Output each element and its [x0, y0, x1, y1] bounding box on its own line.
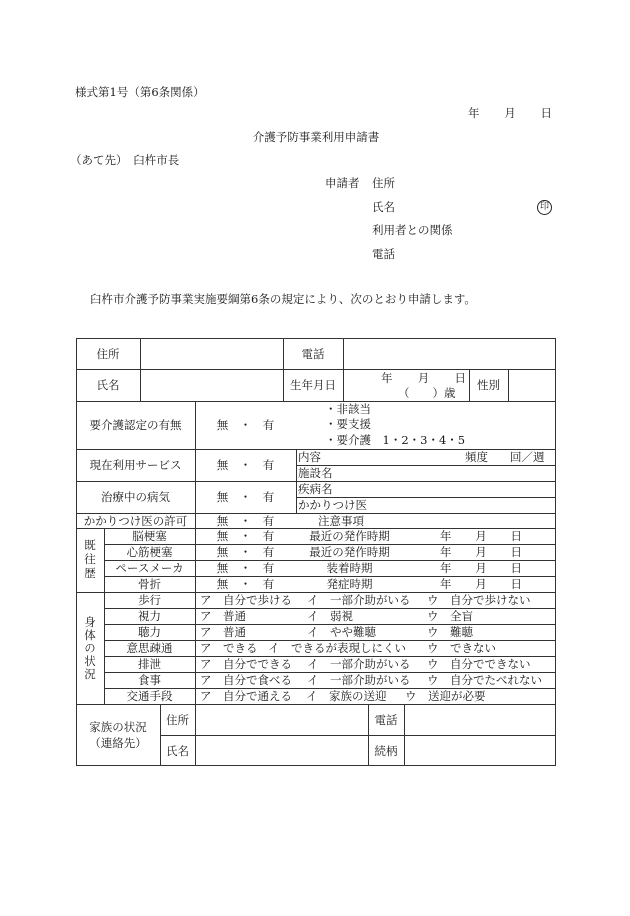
history-year-unit: 年: [440, 577, 452, 591]
doctor-permission-choice: 無 ・ 有: [216, 513, 275, 528]
condition-option-a: ア 普通: [200, 609, 246, 623]
history-date: [440, 528, 522, 544]
condition-option-c: ウ 難聴: [427, 625, 473, 639]
history-item: 心筋梗塞: [126, 545, 173, 559]
family-phone-entry: [405, 704, 556, 735]
disease-name-label: 疾病名: [298, 482, 333, 496]
user-address-entry: [141, 338, 283, 369]
condition-option-b: イ 一部介助がいる: [307, 593, 411, 607]
condition-option-b: イ やや難聴: [307, 625, 376, 639]
user-name-entry: [141, 370, 283, 401]
submission-date: [468, 105, 552, 121]
history-choice: 無 ・ 有: [216, 529, 275, 543]
user-phone-entry: [344, 338, 556, 369]
history-item: 骨折: [138, 577, 161, 591]
history-day-unit: 日: [510, 545, 522, 559]
history-year-unit: 年: [440, 545, 452, 559]
birth-year-unit: 年: [381, 371, 393, 385]
seal-mark: 印: [537, 200, 552, 215]
notes-label: 注意事項: [318, 513, 364, 528]
history-choice: 無 ・ 有: [216, 561, 275, 575]
application-statement: 臼杵市介護予防事業実施要綱第6条の規定により、次のとおり申請します。: [90, 292, 476, 306]
history-timing-label: 最近の発作時期: [309, 545, 390, 559]
condition-option-a: ア 自分で食べる: [200, 673, 292, 687]
condition-option-c: ウ 自分で歩けない: [427, 593, 531, 607]
condition-option-b: イ 一部介助がいる: [307, 657, 411, 671]
medical-history-label-text: 既往歴: [83, 539, 97, 581]
age-entry: （ ）歳: [398, 386, 456, 400]
history-date: [440, 560, 522, 576]
family-relation-entry: [405, 736, 556, 766]
column-divider: [296, 449, 297, 513]
condition-option-b: イ 一部介助がいる: [307, 673, 411, 687]
history-day-unit: 日: [510, 577, 522, 591]
date-month-unit: 月: [504, 106, 516, 120]
condition-option-a: ア 自分でできる: [200, 657, 292, 671]
service-content-label: 内容: [298, 450, 321, 464]
family-address-label: 住所: [166, 712, 189, 727]
physical-condition-label-text: 身体の状況: [83, 615, 97, 681]
date-year-unit: 年: [468, 106, 480, 120]
history-item: 脳梗塞: [132, 529, 167, 543]
care-certification-choice: 無 ・ 有: [216, 418, 275, 432]
condition-option-b: イ できるが表現しにくい: [268, 641, 406, 655]
history-choice: 無 ・ 有: [216, 545, 275, 559]
history-day-unit: 日: [510, 529, 522, 543]
applicant-phone-label: 電話: [372, 247, 395, 261]
sex-entry: [509, 370, 556, 401]
birthdate-entry: [381, 370, 466, 386]
application-table: [76, 338, 556, 766]
family-name-entry: [196, 736, 368, 766]
history-day-unit: 日: [510, 561, 522, 575]
condition-item: 排泄: [138, 657, 161, 671]
birth-day-unit: 日: [454, 371, 466, 385]
condition-option-a: ア 自分で通える: [200, 689, 292, 703]
addressee: （あて先） 臼杵市長: [70, 153, 180, 167]
condition-option-a: ア 自分で歩ける: [200, 593, 292, 607]
condition-option-c: ウ 全盲: [427, 609, 473, 623]
history-item: ペースメーカ: [115, 561, 184, 575]
birth-month-unit: 月: [417, 371, 430, 385]
history-date: [440, 544, 522, 560]
condition-option-a: ア 普通: [200, 625, 246, 639]
care-option-care-needed: ・要介護 1・2・3・4・5: [325, 433, 466, 447]
care-option-support-needed: ・要支援: [325, 417, 371, 431]
condition-item: 交通手段: [126, 689, 173, 703]
service-facility-label: 施設名: [298, 466, 333, 480]
family-name-label: 氏名: [166, 743, 189, 758]
history-year-unit: 年: [440, 561, 452, 575]
history-timing-label: 最近の発作時期: [309, 529, 390, 543]
row-divider: [296, 465, 556, 466]
condition-option-c: ウ できない: [427, 641, 496, 655]
service-frequency-unit: 回／週: [510, 450, 545, 464]
history-timing-label: 装着時期: [326, 561, 373, 575]
physical-condition-label: [76, 592, 104, 704]
doctor-permission-label: かかりつけ医の許可: [83, 513, 188, 528]
condition-item: 意思疎通: [126, 641, 173, 655]
history-year-unit: 年: [440, 529, 452, 543]
current-service-choice: 無 ・ 有: [216, 458, 275, 472]
condition-option-c: ウ 自分でたべれない: [427, 673, 542, 687]
condition-option-c: ウ 自分でできない: [427, 657, 531, 671]
medical-history-label: [76, 528, 104, 592]
date-day-unit: 日: [540, 106, 552, 120]
user-address-label: 住所: [96, 346, 120, 361]
condition-option-a: ア できる: [200, 641, 258, 655]
illness-label: 治療中の病気: [101, 490, 170, 504]
family-address-entry: [196, 704, 368, 735]
service-frequency-label: 頻度: [465, 450, 488, 464]
care-option-not-applicable: ・非該当: [325, 402, 371, 416]
history-choice: 無 ・ 有: [216, 577, 275, 591]
history-month-unit: 月: [475, 561, 487, 575]
applicant-label: 申請者: [325, 176, 360, 190]
family-relation-label: 続柄: [374, 743, 398, 758]
family-doctor-label: かかりつけ医: [298, 498, 367, 512]
care-certification-label: 要介護認定の有無: [89, 418, 182, 432]
applicant-name-label: 氏名: [372, 200, 395, 214]
history-date: [440, 576, 522, 592]
history-timing-label: 発症時期: [326, 577, 373, 591]
condition-item: 食事: [138, 673, 161, 687]
family-status-label: 家族の状況: [89, 720, 147, 734]
current-service-label: 現在利用サービス: [89, 458, 182, 472]
document-title: 介護予防事業利用申請書: [252, 130, 380, 144]
user-phone-label: 電話: [301, 346, 325, 361]
condition-item: 歩行: [138, 593, 161, 607]
form-number: 様式第1号（第6条関係）: [75, 85, 205, 99]
user-name-label: 氏名: [96, 378, 120, 392]
birthdate-label: 生年月日: [290, 378, 336, 392]
condition-option-c: ウ 送迎が必要: [405, 689, 486, 703]
condition-option-b: イ 家族の送迎: [306, 689, 387, 703]
history-month-unit: 月: [475, 577, 487, 591]
history-month-unit: 月: [475, 545, 487, 559]
condition-item: 視力: [138, 609, 161, 623]
applicant-address-label: 住所: [372, 176, 395, 190]
family-contact-label: [76, 704, 160, 766]
applicant-relation-label: 利用者との関係: [372, 223, 453, 237]
history-month-unit: 月: [475, 529, 487, 543]
condition-option-b: イ 弱視: [307, 609, 353, 623]
contact-sublabel: （連絡先）: [89, 736, 147, 750]
family-phone-label: 電話: [374, 712, 398, 727]
illness-choice: 無 ・ 有: [216, 490, 275, 504]
sex-label: 性別: [477, 378, 500, 392]
condition-item: 聴力: [138, 625, 161, 639]
